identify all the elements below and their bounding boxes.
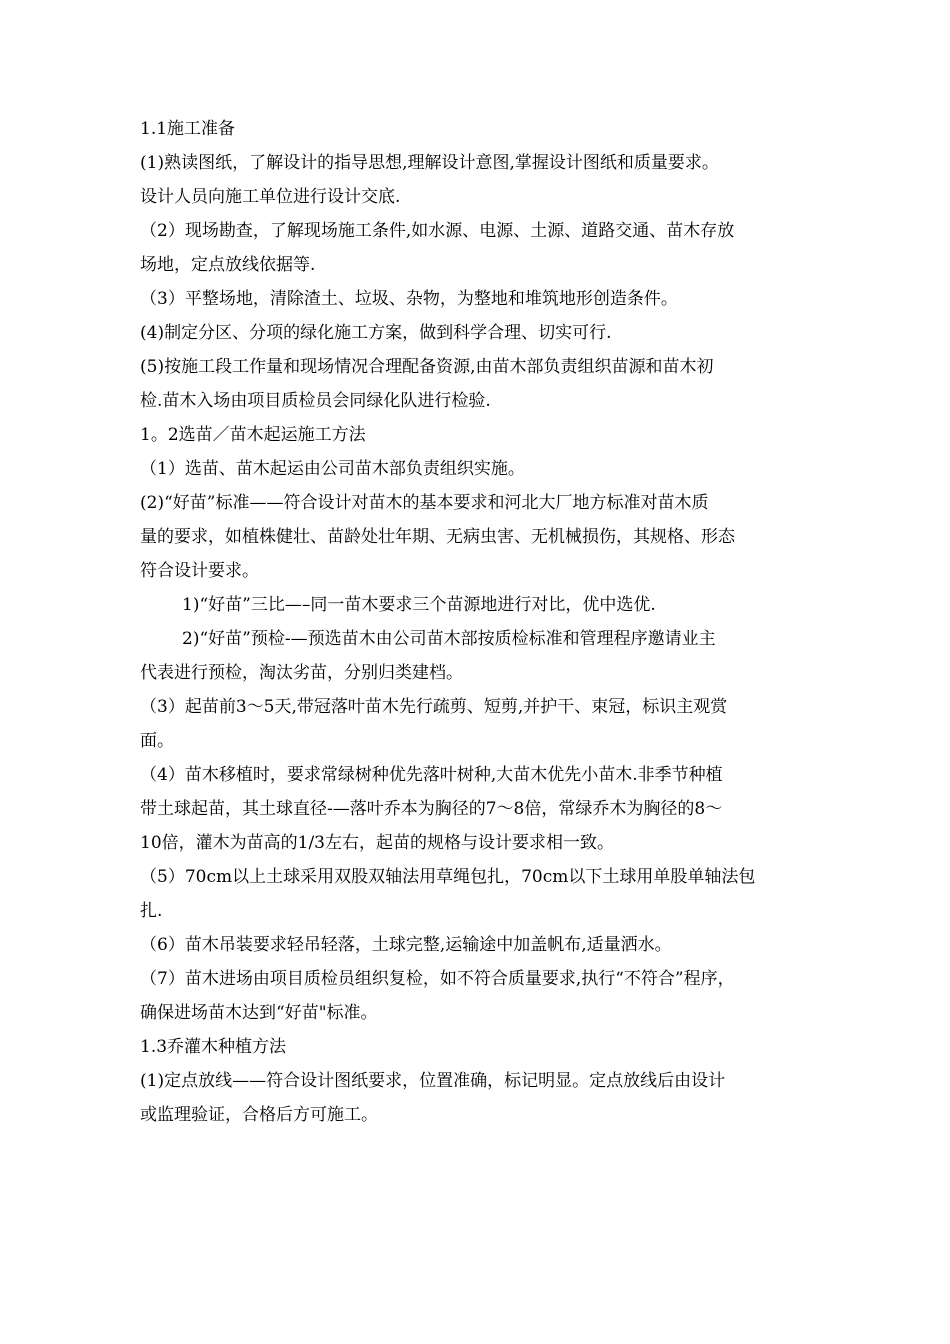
paragraph-line: （6）苗木吊装要求轻吊轻落，土球完整,运输途中加盖帆布,适量洒水。: [140, 935, 672, 955]
paragraph-line: 10倍，灌木为苗高的1/3左右，起苗的规格与设计要求相一致。: [140, 833, 614, 853]
paragraph-line: 符合设计要求。: [140, 561, 259, 581]
section-heading: 1.1施工准备: [140, 119, 236, 139]
paragraph-line: 面。: [140, 731, 174, 751]
paragraph-line: (2)“好苗”标准——符合设计对苗木的基本要求和河北大厂地方标准对苗木质: [140, 493, 709, 513]
paragraph-line: 带土球起苗，其土球直径-—落叶乔本为胸径的7～8倍，常绿乔木为胸径的8～: [140, 799, 723, 819]
paragraph-line: （7）苗木进场由项目质检员组织复检，如不符合质量要求,执行“不符合”程序，: [140, 969, 735, 989]
paragraph-line: (1)熟读图纸，了解设计的指导思想,理解设计意图,掌握设计图纸和质量要求。: [140, 153, 719, 173]
paragraph-line: (5)按施工段工作量和现场情况合理配备资源,由苗木部负责组织苗源和苗木初: [140, 357, 714, 377]
paragraph-line: 扎.: [140, 901, 163, 921]
paragraph-line: 设计人员向施工单位进行设计交底.: [140, 187, 401, 207]
paragraph-line: （3）平整场地，清除渣土、垃圾、杂物，为整地和堆筑地形创造条件。: [140, 289, 678, 309]
section-heading: 1。2选苗／苗木起运施工方法: [140, 425, 366, 445]
paragraph-line: （1）选苗、苗木起运由公司苗木部负责组织实施。: [140, 459, 525, 479]
paragraph-line: （2）现场勘查，了解现场施工条件,如水源、电源、土源、道路交通、苗木存放: [140, 221, 735, 241]
paragraph-line: 量的要求，如植株健壮、苗龄处壮年期、无病虫害、无机械损伤，其规格、形态: [140, 527, 735, 547]
paragraph-line: (1)定点放线——符合设计图纸要求，位置准确，标记明显。定点放线后由设计: [140, 1071, 726, 1091]
sub-item-line: 2)“好苗”预检-—预选苗木由公司苗木部按质检标准和管理程序邀请业主: [182, 629, 716, 649]
paragraph-line: 代表进行预检，淘汰劣苗，分别归类建档。: [140, 663, 463, 683]
paragraph-line: 场地，定点放线依据等.: [140, 255, 316, 275]
paragraph-line: （5）70cm以上土球采用双股双轴法用草绳包扎，70cm以下土球用单股单轴法包: [140, 867, 756, 887]
paragraph-line: （4）苗木移植时，要求常绿树种优先落叶树种,大苗木优先小苗木.非季节种植: [140, 765, 723, 785]
sub-item-line: 1)“好苗”三比—–同一苗木要求三个苗源地进行对比，优中选优.: [182, 595, 656, 615]
paragraph-line: （3）起苗前3～5天,带冠落叶苗木先行疏剪、短剪,并护干、束冠，标识主观赏: [140, 697, 728, 717]
paragraph-line: 检.苗木入场由项目质检员会同绿化队进行检验.: [140, 391, 491, 411]
paragraph-line: 或监理验证，合格后方可施工。: [140, 1105, 378, 1125]
document-body: [140, 112, 815, 1132]
section-heading: 1.3乔灌木种植方法: [140, 1037, 287, 1057]
paragraph-line: 确保进场苗木达到“好苗"标准。: [140, 1003, 378, 1023]
paragraph-line: (4)制定分区、分项的绿化施工方案，做到科学合理、切实可行.: [140, 323, 612, 343]
